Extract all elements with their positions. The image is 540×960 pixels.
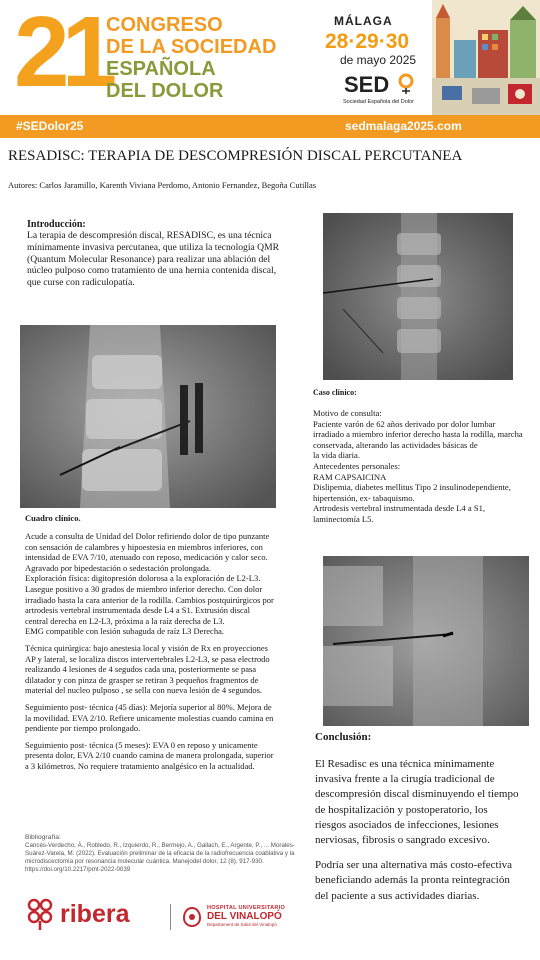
congress-header xyxy=(0,0,540,115)
conclusion-heading: Conclusión: xyxy=(315,731,372,743)
caso-line: Paciente varón de 62 años derivado por dolor lumbar irradiado a miembro inferior derecho hasta la rodilla, marcha conservada, alterando las actividades básicas de xyxy=(313,418,523,450)
bibliography-heading: Bibliografía: xyxy=(25,834,61,841)
malaga-illustration xyxy=(432,0,540,115)
hospital-logo xyxy=(207,905,285,927)
hospital-logo-icon xyxy=(182,906,202,928)
congress-line-1: CONGRESO xyxy=(106,14,223,36)
poster-authors: Autores: Carlos Jaramillo, Karenth Viviana Perdomo, Antonio Fernandez, Begoña Cutillas xyxy=(8,180,317,190)
ribera-logo-icon xyxy=(24,897,56,931)
sed-logo-icon xyxy=(398,73,414,95)
hospital-line-1: HOSPITAL UNIVERSITARIO xyxy=(207,905,286,911)
hospital-line-2: DEL VINALOPÓ xyxy=(207,911,282,922)
cuadro-section xyxy=(25,513,275,771)
poster-title: RESADISC: TERAPIA DE DESCOMPRESIÓN DISCAL PERCUTANEA xyxy=(8,148,463,164)
congress-city: MÁLAGA xyxy=(334,14,393,28)
conclusion-section xyxy=(315,731,520,904)
website-link[interactable]: sedmalaga2025.com xyxy=(345,119,462,133)
cuadro-paragraph: Exploración física: digitopresión dolorosa a la exploración de L2-L3. Lasegue positivo a 30 grados de miembro inferior derecho. Con dolor irradiado hasta la cara anterior de la rodilla. Cambios postquirúrgicos por artrodesis vertebral instrumentada desde L4 a S1. Extrusión discal central derecha en L2-L3, próxima a la raíz derecha de L3. xyxy=(25,573,274,626)
cuadro-paragraph: Técnica quirúrgica: bajo anestesia local y visión de Rx en proyecciones AP y lateral, se localiza discos intervertebrales L2-L3, se pasa electrodo realizando 4 lesiones de 4 segudos cada una, posteriormente se pasa dilatador y con pinza de grasper se retiran 3 pequeños fragmentos de material del nucleo pulposo , se sella con nueva lesión de 4 segundos. xyxy=(25,642,270,696)
footer-divider xyxy=(170,904,171,930)
hashtag: #SEDolor25 xyxy=(16,119,84,133)
caso-section xyxy=(313,388,525,525)
conclusion-paragraph-1: El Resadisc es una técnica mínimamente invasiva frente a la cirugía tradicional de descompresión discal disminuyendo el tiempo de hospitalización y postoperatorio, los riesgos asociados de infecciones, lesiones nerviosas, fibrosis o sangrado excesivo. xyxy=(315,758,519,847)
caso-line: la vida diaria. xyxy=(313,450,361,461)
congress-number: 21 xyxy=(14,0,110,108)
caso-line: Motivo de consulta: xyxy=(313,408,382,418)
congress-dates: 28·29·30 xyxy=(325,30,410,53)
congress-line-4: DEL DOLOR xyxy=(106,80,224,102)
caso-line: Dislipemia, diabetes mellitus Tipo 2 insulinodependiente, hipertensión, ex- tabaquismo. xyxy=(313,482,511,503)
caso-line: Antecedentes personales: xyxy=(313,460,401,471)
bibliography-section xyxy=(25,834,297,874)
sed-name: Sociedad Española del Dolor xyxy=(343,99,414,105)
intro-section xyxy=(27,219,289,289)
sed-logo: SED xyxy=(344,72,390,97)
cuadro-heading: Cuadro clínico. xyxy=(25,513,81,523)
xray-ap-image xyxy=(323,213,513,380)
caso-heading: Caso clínico: xyxy=(313,388,357,397)
congress-line-2: DE LA SOCIEDAD xyxy=(106,36,277,58)
cuadro-paragraph: Seguimiento post- técnica (5 meses): EVA 0 en reposo y unicamente presenta dolor, EVA 2/10 cuando camina de manera prolongada, superior a 3 kilómetros. No requiere tratamiento analgésico en la actualidad. xyxy=(25,739,274,771)
congress-month: de mayo 2025 xyxy=(340,53,417,67)
intro-text: La terapia de descompresión discal, RESADISC, es una técnica mínimamente invasiva percutanea, que utiliza la tecnología QMR (Quantum Molecular Resonance) para realizar una ablación del núcleo pulposo como tratamiento de una hernia contenida discal, que curse con radiculopatía. xyxy=(27,230,280,289)
congress-line-3: ESPAÑOLA xyxy=(106,58,216,80)
xray-needle-image xyxy=(323,556,529,726)
xray-lateral-image xyxy=(20,325,276,508)
cuadro-paragraph: Acude a consulta de Unidad del Dolor refiriendo dolor de tipo punzante con sensación de calambres y hipoestesia en miembros inferiores, con intensidad de EVA 7/10, atenuado con reposo, medicación y calor seco. Agravado por bipedestación o sedestación prolongada. xyxy=(25,531,270,573)
ribera-logo: ribera xyxy=(60,900,130,928)
bibliography-text: Cancés-Verdecho, Á., Robledo, R., Izquierdo, R., Bermejo, A., Gallach, E., Argente, P., ... Morales-Suárez-Varela, M. (2022). Evaluación preliminar de la eficacia de la radiofrecuencia coablativa y la microdiscectomía por resonancia molecular cuántica. Manejodel dolor, 12 (8), 917-930. https://doi.org/10.2217/pmt-2022-0039 xyxy=(25,842,295,873)
hospital-line-3: Departament de Salut del Vinalopó xyxy=(207,922,277,927)
caso-line: RAM CAPSAICINA xyxy=(313,471,387,482)
congress-band xyxy=(0,115,540,138)
cuadro-paragraph: Seguimiento post- técnica (45 días): Mejoría superior al 80%. Mejora de la movilidad. EVA 2/10. Refiere unicamente molestias cuando camina en pendiente por tiempo prolongado. xyxy=(25,701,274,734)
caso-line: Artrodesis vertebral instrumentada desde L4 a S1, laminectomía L5. xyxy=(313,503,486,524)
conclusion-paragraph-2: Podría ser una alternativa más costo-efectiva beneficiando además la pronta reintegración del paciente a sus actividades diarias. xyxy=(315,859,513,902)
cuadro-paragraph: EMG compatible con lesión subaguda de raíz L3 Derecha. xyxy=(25,626,224,637)
intro-heading: Introducción: xyxy=(27,219,86,230)
